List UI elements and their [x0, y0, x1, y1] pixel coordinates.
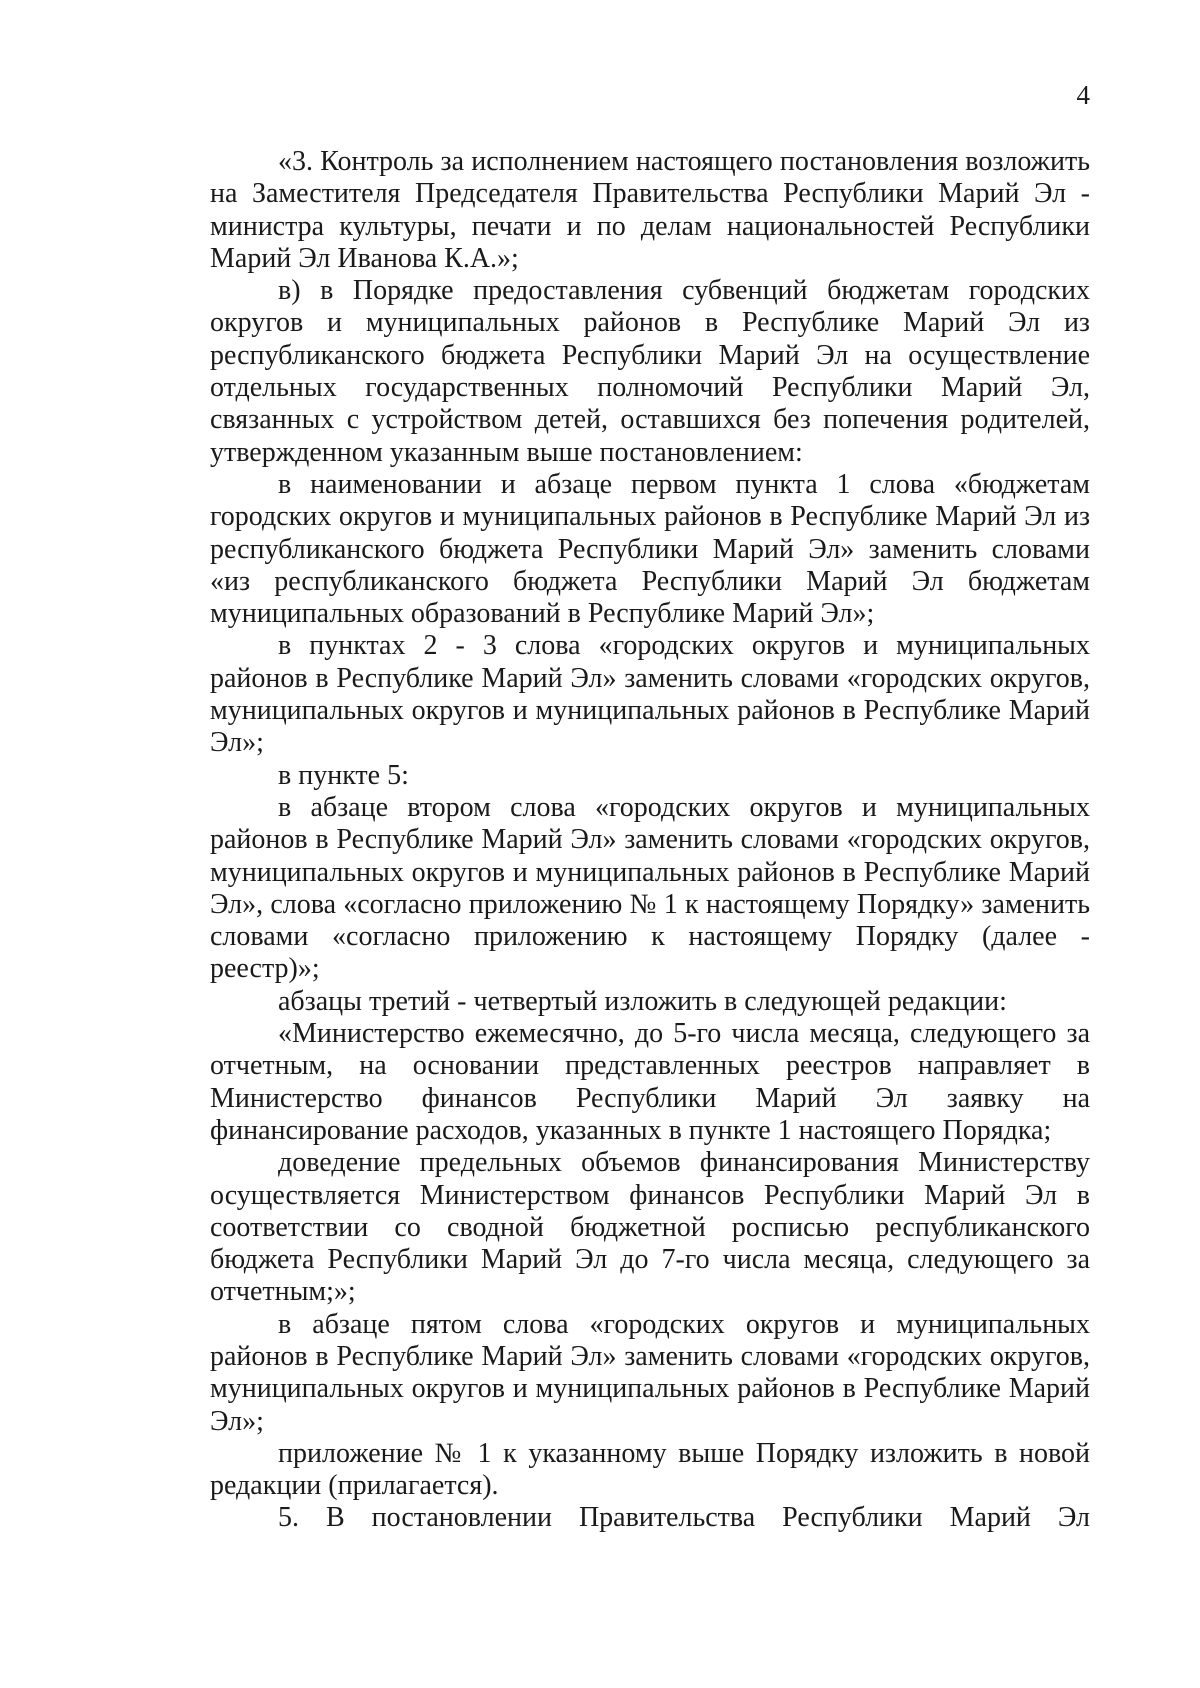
paragraph: в наименовании и абзаце первом пункта 1 слова «бюджетам городских округов и муниципальных районов в Республике Марий Эл из республиканского бюджета Республики Марий Эл» заменить словами «из республиканского бюджета Республики Марий Эл бюджетам муниципальных образований в Республике Марий Эл»;	[210, 468, 1090, 630]
paragraph: в пунктах 2 - 3 слова «городских округов и муниципальных районов в Республике Марий Эл» заменить словами «городских округов, муниципальных округов и муниципальных районов в Республике Марий Эл»;	[210, 630, 1090, 759]
paragraph: «Министерство ежемесячно, до 5-го числа месяца, следующего за отчетным, на основании представленных реестров направляет в Министерство финансов Республики Марий Эл заявку на финансирование расходов, указанных в пункте 1 настоящего Порядка;	[210, 1018, 1090, 1146]
paragraph: приложение № 1 к указанному выше Порядку изложить в новой редакции (прилагается).	[210, 1437, 1090, 1502]
paragraph: доведение предельных объемов финансирования Министерству осуществляется Министерством финансов Республики Марий Эл в соответствии со сводной бюджетной росписью республиканского бюджета Республики Марий Эл до 7-го числа месяца, следующего за отчетным;»;	[210, 1147, 1090, 1308]
paragraph: «3. Контроль за исполнением настоящего постановления возложить на Заместителя Председателя Правительства Республики Марий Эл - министра культуры, печати и по делам национальностей Республики Марий Эл Иванова К.А.»;	[210, 146, 1090, 274]
document-body	[210, 146, 1090, 1535]
paragraph: в абзаце пятом слова «городских округов и муниципальных районов в Республике Марий Эл» заменить словами «городских округов, муниципальных округов и муниципальных районов в Республике Марий Эл»;	[210, 1308, 1090, 1437]
paragraph: в пункте 5:	[278, 759, 409, 791]
paragraph: в) в Порядке предоставления субвенций бюджетам городских округов и муниципальных районов в Республике Марий Эл из республиканского бюджета Республики Марий Эл на осуществление отдельных государственных полномочий Республики Марий Эл, связанных с устройством детей, оставшихся без попечения родителей, утвержденном указанным выше постановлением:	[210, 275, 1090, 468]
paragraph: абзацы третий - четвертый изложить в следующей редакции:	[278, 985, 1007, 1017]
page-number: 4	[1076, 80, 1090, 110]
paragraph: в абзаце втором слова «городских округов и муниципальных районов в Республике Марий Эл» заменить словами «городских округов, муниципальных округов и муниципальных районов в Республике Марий Эл», слова «согласно приложению № 1 к настоящему Порядку» заменить словами «согласно приложению к настоящему Порядку (далее - реестр)»;	[210, 791, 1090, 985]
paragraph: 5. В постановлении Правительства Республики Марий Эл	[278, 1502, 1090, 1534]
